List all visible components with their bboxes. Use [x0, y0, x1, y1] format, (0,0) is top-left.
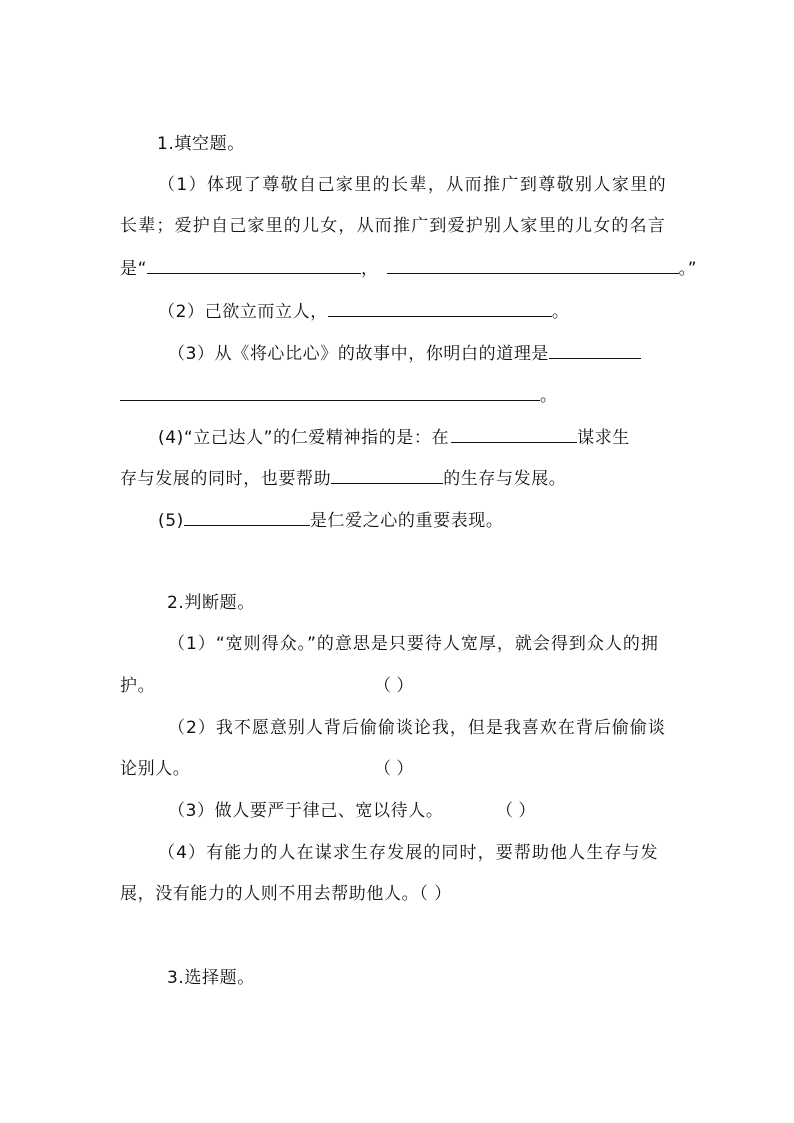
fill-q1-line3-suffix: 。”: [678, 259, 698, 279]
fill-q5-prefix: (5): [158, 511, 184, 531]
fill-q3-line1: [168, 341, 641, 366]
fill-q1-blank-2[interactable]: [387, 256, 679, 274]
fill-q3-suffix: 。: [540, 386, 558, 406]
judge-q1-line2: 护。: [120, 676, 156, 696]
section3-heading: 3.选择题。: [167, 968, 255, 988]
judge-q3: （3）做人要严于律己、宽以待人。: [168, 801, 444, 821]
fill-q1-blank-1[interactable]: [147, 256, 361, 274]
fill-q3-text: （3）从《将心比心》的故事中，你明白的道理是: [168, 344, 550, 364]
section1-heading: 1.填空题。: [157, 134, 245, 154]
fill-q5-text: 是仁爱之心的重要表现。: [309, 511, 504, 531]
fill-q3-blank-a[interactable]: [549, 341, 641, 359]
fill-q1-line2: 长辈；爱护自己家里的儿女，从而推广到爱护别人家里的儿女的名言: [120, 216, 666, 236]
fill-q2-suffix: 。: [551, 302, 570, 322]
judge-q2-answer-paren[interactable]: （ ）: [374, 759, 414, 779]
fill-q3-line2: [120, 383, 558, 408]
section2-heading: 2.判断题。: [167, 593, 255, 613]
fill-q1-line3: [120, 256, 697, 281]
fill-q2-text: （2）己欲立而立人，: [158, 302, 328, 322]
judge-q3-answer-paren[interactable]: （ ）: [496, 801, 536, 821]
judge-q1-line1: （1）“宽则得众。”的意思是只要待人宽厚，就会得到众人的拥: [168, 634, 659, 654]
judge-q4-line1: （4）有能力的人在谋求生存发展的同时，要帮助他人生存与发: [158, 843, 659, 863]
fill-q4-line1-b: 谋求生: [577, 428, 630, 448]
fill-q1-line3-prefix: 是“: [120, 259, 148, 279]
fill-q1-line3-sep: ，: [361, 259, 379, 279]
fill-q2: [158, 299, 569, 324]
judge-q2-line2: 论别人。: [120, 759, 191, 779]
judge-q4-line2: 展，没有能力的人则不用去帮助他人。（ ）: [120, 884, 452, 904]
fill-q5: [158, 508, 504, 533]
fill-q2-blank[interactable]: [328, 299, 552, 317]
fill-q1-line1: （1）体现了尊敬自己家里的长辈，从而推广到尊敬别人家里的: [158, 175, 668, 195]
fill-q4-line2: [120, 466, 566, 491]
judge-q1-answer-paren[interactable]: （ ）: [374, 676, 414, 696]
judge-q2-line1: （2）我不愿意别人背后偷偷谈论我，但是我喜欢在背后偷偷谈: [168, 718, 666, 738]
fill-q4-line1: [158, 425, 630, 450]
fill-q4-blank-1[interactable]: [451, 425, 577, 443]
fill-q4-line2-b: 的生存与发展。: [443, 469, 567, 489]
fill-q4-blank-2[interactable]: [331, 466, 443, 484]
fill-q4-line2-a: 存与发展的同时，也要帮助: [120, 469, 332, 489]
fill-q3-blank-b[interactable]: [120, 383, 540, 401]
fill-q5-blank[interactable]: [184, 508, 310, 526]
fill-q4-line1-a: (4)“立己达人”的仁爱精神指的是：在: [158, 428, 450, 448]
